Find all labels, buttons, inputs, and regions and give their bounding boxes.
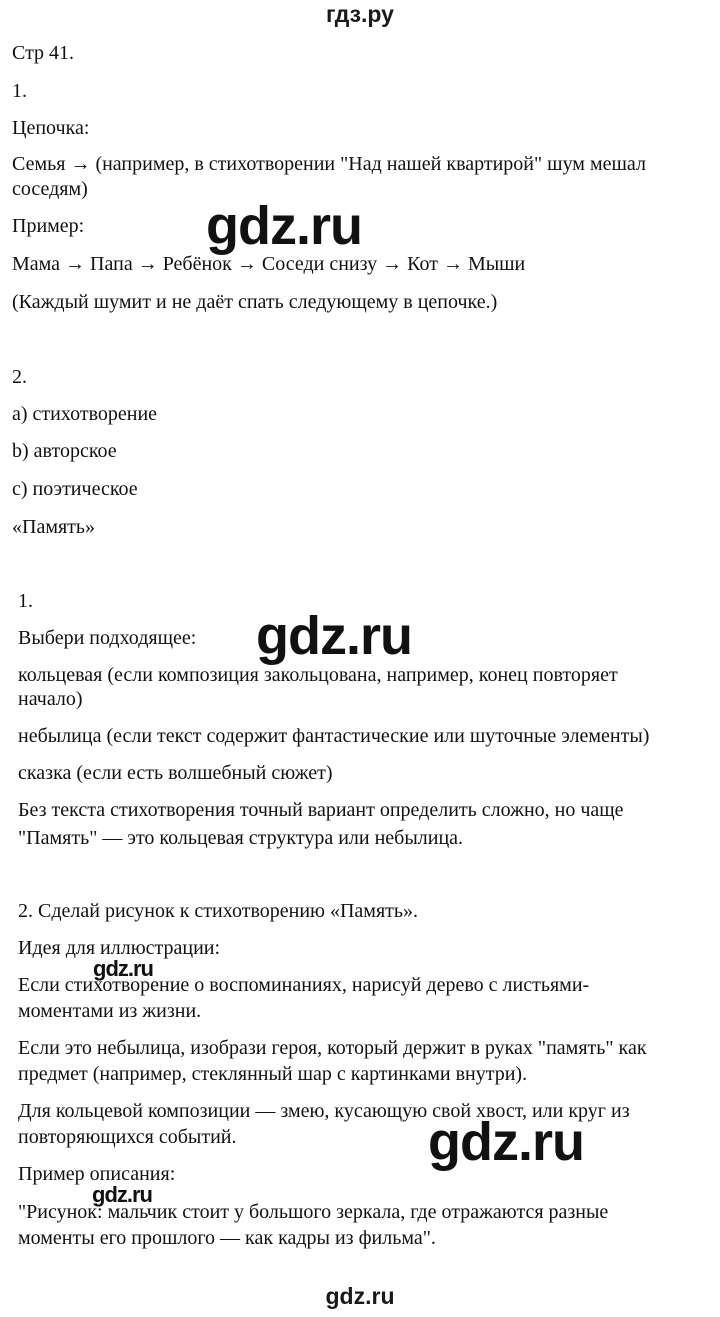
text-line: Выбери подходящее: — [18, 627, 197, 649]
text-line: моментами из жизни. — [18, 1000, 202, 1022]
text-line: Цепочка: — [12, 117, 90, 139]
text-line: (Каждый шумит и не даёт спать следующему в цепочке.) — [12, 291, 498, 313]
text-line: начало) — [18, 688, 83, 710]
text-line: Мама → Папа → Ребёнок → Соседи снизу → Кот → Мыши — [12, 253, 526, 275]
text-line: небылица (если текст содержит фантастические или шуточные элементы) — [18, 725, 650, 747]
task-heading: 2. Сделай рисунок к стихотворению «Память». — [18, 900, 419, 922]
text-line: кольцевая (если композиция закольцована, например, конец повторяет — [18, 664, 618, 686]
text-line: Идея для иллюстрации: — [18, 937, 221, 959]
text-line: Семья → (например, в стихотворении "Над нашей квартирой" шум мешал — [12, 153, 646, 175]
text-line: "Рисунок: мальчик стоит у большого зеркала, где отражаются разные — [18, 1201, 609, 1223]
task-number: 1. — [18, 590, 33, 612]
text-line: "Память" — это кольцевая структура или небылица. — [18, 827, 464, 849]
text-line: Пример описания: — [18, 1163, 176, 1185]
answer-option: а) стихотворение — [12, 403, 158, 425]
watermark: gdz.ru — [206, 196, 362, 256]
task-number: 1. — [12, 80, 27, 102]
watermark: gdz.ru — [93, 956, 153, 981]
answer-option: b) авторское — [12, 440, 117, 462]
answer-option: с) поэтическое — [12, 478, 138, 500]
text-line: моменты его прошлого — как кадры из фильма". — [18, 1227, 436, 1249]
text-line: Если это небылица, изобрази героя, который держит в руках "память" как — [18, 1037, 647, 1059]
text-line: предмет (например, стеклянный шар с картинками внутри). — [18, 1063, 528, 1085]
text-line: Пример: — [12, 215, 85, 237]
text-line: повторяющихся событий. — [18, 1126, 237, 1148]
text-line: Если стихотворение о воспоминаниях, нарисуй дерево с листьями- — [18, 974, 590, 996]
watermark: gdz.ru — [92, 1182, 152, 1207]
task-number: 2. — [12, 366, 27, 388]
site-header: гдз.ру — [326, 1, 394, 27]
site-footer: gdz.ru — [325, 1283, 395, 1309]
text-line: сказка (если есть волшебный сюжет) — [18, 762, 333, 784]
watermark: gdz.ru — [256, 606, 412, 666]
text-line: Без текста стихотворения точный вариант определить сложно, но чаще — [18, 799, 624, 821]
text-line: Для кольцевой композиции — змею, кусающую свой хвост, или круг из — [18, 1100, 630, 1122]
page-number: Стр 41. — [12, 42, 75, 64]
poem-title: «Память» — [12, 516, 96, 538]
watermark: gdz.ru — [428, 1112, 584, 1172]
text-line: соседям) — [12, 178, 88, 200]
